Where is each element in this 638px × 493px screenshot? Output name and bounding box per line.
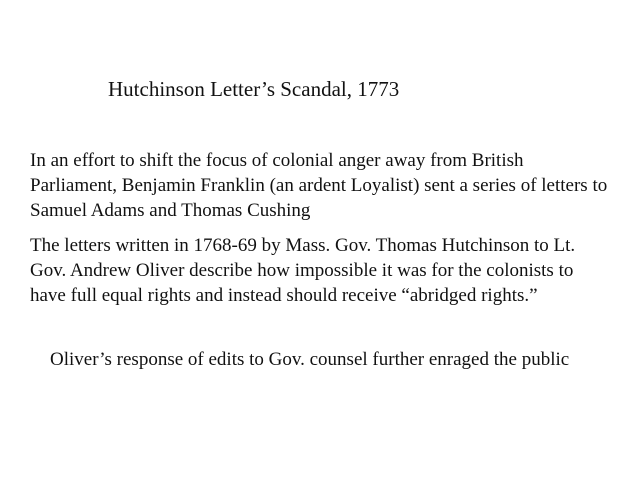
paragraph-hutchinson-letters: The letters written in 1768-69 by Mass. Gov. Thomas Hutchinson to Lt. Gov. Andrew Oliver describe how impossible it was for the colonists to have full equal rights and instead should receive “abridged rights.”: [30, 235, 576, 306]
paragraph-oliver-response: Oliver’s response of edits to Gov. counsel further enraged the public: [50, 349, 570, 370]
paragraph-franklin-letters: In an effort to shift the focus of colonial anger away from British Parliament, Benjamin Franklin (an ardent Loyalist) sent a series of letters to Samuel Adams and Thomas Cushing: [30, 150, 608, 221]
slide-title: Hutchinson Letter’s Scandal, 1773: [108, 77, 400, 101]
